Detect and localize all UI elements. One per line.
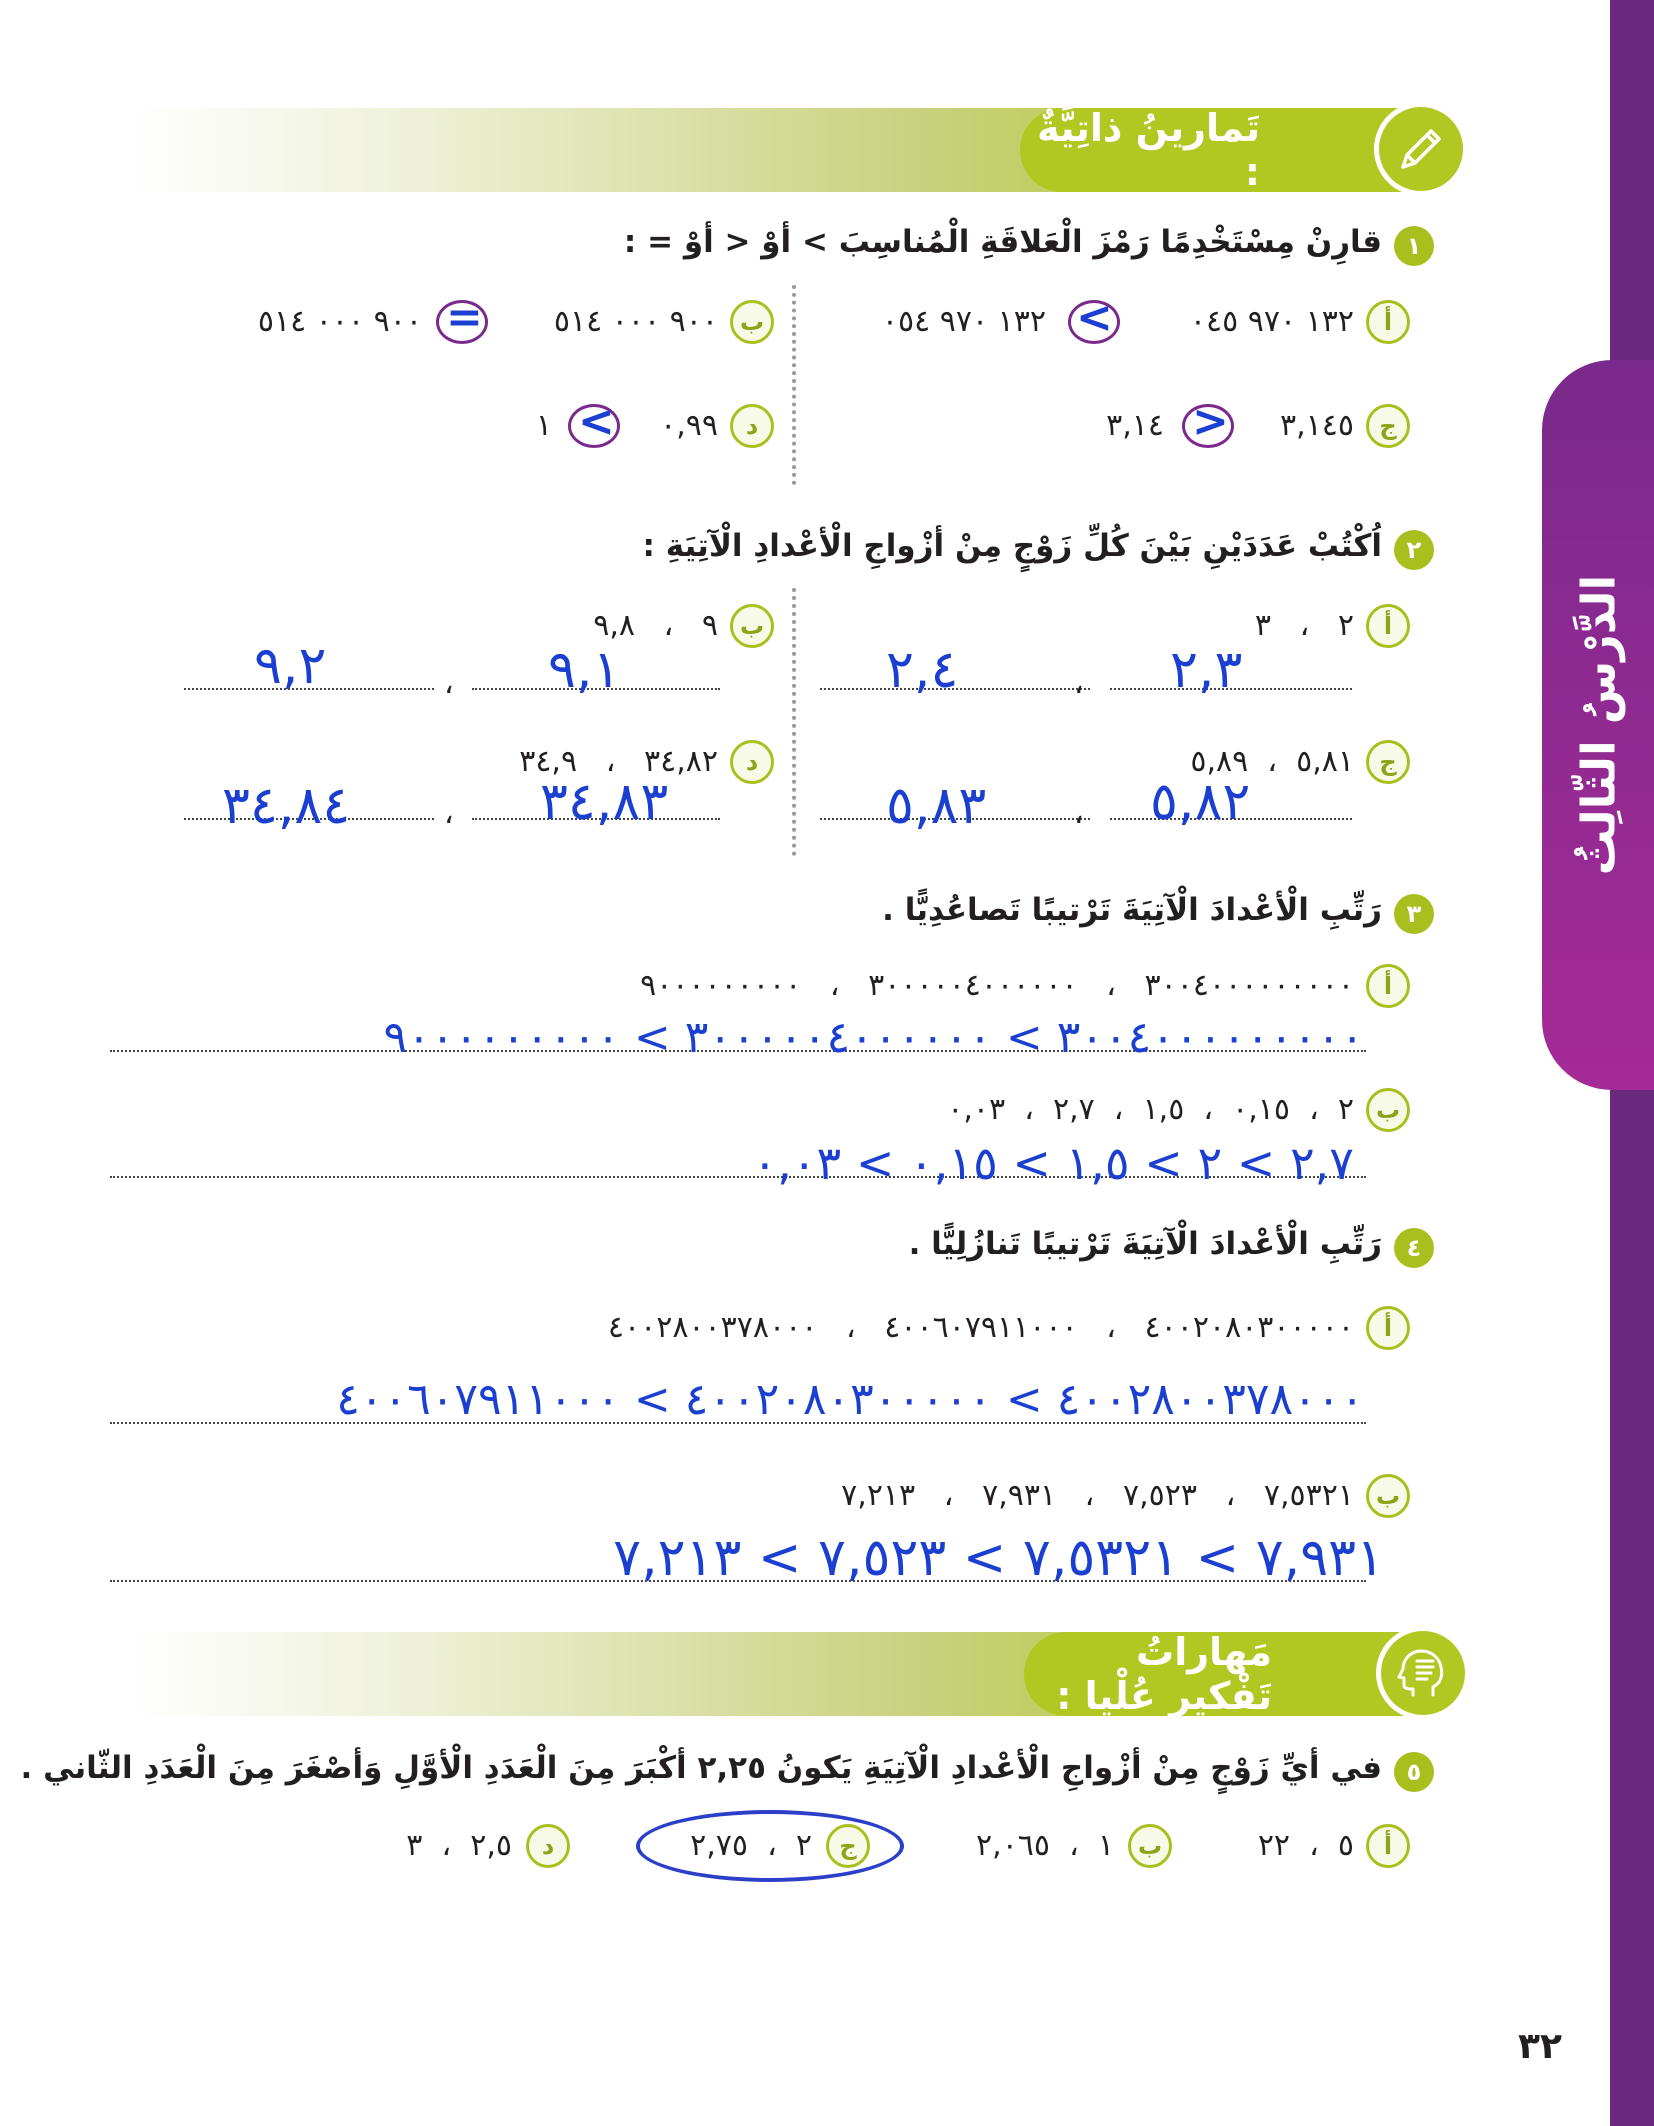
handwritten-answer: ٢,٤ bbox=[886, 640, 959, 700]
option-letter: أ bbox=[1366, 604, 1410, 648]
option-letter: ب bbox=[1128, 1824, 1172, 1868]
self-exercises-header bbox=[1020, 108, 1420, 192]
comma-separator: ، bbox=[444, 796, 454, 831]
answer-option: ٢,٥ ، ٣ bbox=[406, 1828, 512, 1863]
handwritten-answer: ٩,١ bbox=[548, 640, 621, 700]
handwritten-answer: ٩,٢ bbox=[254, 636, 327, 696]
answer-symbol: < bbox=[1076, 292, 1113, 343]
column-divider bbox=[792, 285, 796, 485]
question-number: ٣ bbox=[1394, 894, 1434, 934]
question-text: رَتِّبِ الْأعْدادَ الْآتِيَةَ تَرْتيبًا تَنازُلِيًّا . bbox=[908, 1226, 1382, 1262]
option-letter: أ bbox=[1366, 300, 1410, 344]
answer-symbol: > bbox=[1192, 396, 1229, 447]
option-letter: ب bbox=[1366, 1088, 1410, 1132]
question-number: ٤ bbox=[1394, 1228, 1434, 1268]
column-divider bbox=[792, 588, 796, 856]
handwritten-answer: ٣٤,٨٤ bbox=[222, 776, 351, 836]
option-letter: ب bbox=[730, 300, 774, 344]
option-letter: أ bbox=[1366, 964, 1410, 1008]
handwritten-answer: ٧,٩٣١ > ٧,٥٣٢١ > ٧,٥٢٣ > ٧,٢١٣ bbox=[613, 1528, 1384, 1588]
option-letter: ب bbox=[730, 604, 774, 648]
handwritten-answer: ٣٤,٨٣ bbox=[540, 772, 669, 832]
option-letter: أ bbox=[1366, 1306, 1410, 1350]
question-text: في أيِّ زَوْجٍ مِنْ أزْواجِ الْأعْدادِ الْآتِيَةِ يَكونُ ٢,٢٥ أكْبَرَ مِنَ الْعَدَدِ الْأوَّلِ وَأصْغَرَ مِنَ الْعَدَدِ الثّاني . bbox=[20, 1750, 1382, 1786]
compare-left-value: ٠,٩٩ bbox=[660, 408, 718, 443]
option-letter: ج bbox=[1366, 740, 1410, 784]
option-letter: د bbox=[526, 1824, 570, 1868]
compare-left-value: ١٣٢ ٩٧٠ ٠٤٥ bbox=[1189, 304, 1354, 339]
option-letter: ج bbox=[826, 1824, 870, 1868]
higher-thinking-header bbox=[1024, 1632, 1420, 1716]
handwritten-answer: ٥,٨٣ bbox=[886, 776, 987, 836]
number-pair: ٥,٨١ ، ٥,٨٩ bbox=[1190, 744, 1354, 779]
compare-left-value: ٩٠٠ ٠٠٠ ٥١٤ bbox=[553, 304, 718, 339]
number-pair: ٣٤,٨٢ ، ٣٤,٩ bbox=[519, 744, 718, 779]
number-list: ٣٠٠٤٠٠٠٠٠٠٠٠٠ ، ٣٠٠٠٠٠٤٠٠٠٠٠٠ ، ٩٠٠٠٠٠٠٠٠٠ bbox=[640, 968, 1354, 1003]
comma-separator: ، bbox=[1074, 666, 1084, 701]
question-text: قارِنْ مِسْتَخْدِمًا رَمْزَ الْعَلاقَةِ الْمُناسِبَ > أوْ < أوْ = : bbox=[623, 224, 1382, 260]
compare-right-value: ١٣٢ ٩٧٠ ٠٥٤ bbox=[881, 304, 1046, 339]
section-title: تَمارينُ ذاتِيَّةٌ : bbox=[1037, 106, 1260, 194]
option-letter: د bbox=[730, 740, 774, 784]
handwritten-answer: ٢,٧ > ٢ > ١,٥ > ٠,١٥ > ٠,٠٣ bbox=[752, 1136, 1354, 1190]
answer-symbol: < bbox=[578, 396, 615, 447]
question-text: اُكْتُبْ عَدَدَيْنِ بَيْنَ كُلِّ زَوْجٍ مِنْ أزْواجِ الْأعْدادِ الْآتِيَةِ : bbox=[642, 528, 1382, 564]
handwritten-answer: ٢,٣ bbox=[1170, 640, 1243, 700]
question-number: ٢ bbox=[1394, 530, 1434, 570]
option-letter: د bbox=[730, 404, 774, 448]
number-pair: ٢ ، ٣ bbox=[1254, 608, 1354, 643]
handwritten-answer: ٣٠٠٤٠٠٠٠٠٠٠٠٠ > ٣٠٠٠٠٠٤٠٠٠٠٠٠ > ٩٠٠٠٠٠٠٠٠٠ bbox=[383, 1012, 1364, 1063]
option-letter: ب bbox=[1366, 1474, 1410, 1518]
answer-option: ٥ ، ٢٢ bbox=[1257, 1828, 1354, 1863]
answer-symbol: = bbox=[446, 292, 483, 343]
section-title: مَهاراتُ تَفْكيرٍ عُلْيا : bbox=[1056, 1630, 1272, 1718]
head-thinking-icon bbox=[1376, 1626, 1470, 1720]
compare-right-value: ٣,١٤ bbox=[1106, 408, 1164, 443]
number-list: ٤٠٠٢٠٨٠٣٠٠٠٠٠ ، ٤٠٠٦٠٧٩١١٠٠٠ ، ٤٠٠٢٨٠٠٣٧٨٠٠٠ bbox=[607, 1310, 1354, 1345]
option-letter: ج bbox=[1366, 404, 1410, 448]
comma-separator: ، bbox=[444, 666, 454, 701]
question-text: رَتِّبِ الْأعْدادَ الْآتِيَةَ تَرْتيبًا تَصاعُدِيًّا . bbox=[882, 892, 1382, 928]
number-list: ٧,٥٣٢١ ، ٧,٥٢٣ ، ٧,٩٣١ ، ٧,٢١٣ bbox=[841, 1478, 1354, 1513]
question-number: ٥ bbox=[1394, 1752, 1434, 1792]
answer-option: ١ ، ٢,٠٦٥ bbox=[976, 1828, 1114, 1863]
handwritten-answer: ٥,٨٢ bbox=[1150, 772, 1251, 832]
option-letter: أ bbox=[1366, 1824, 1410, 1868]
handwritten-answer: ٤٠٠٢٨٠٠٣٧٨٠٠٠ > ٤٠٠٢٠٨٠٣٠٠٠٠٠ > ٤٠٠٦٠٧٩١١٠٠٠ bbox=[336, 1374, 1364, 1425]
number-list: ٢ ، ٠,١٥ ، ١,٥ ، ٢,٧ ، ٠,٠٣ bbox=[947, 1092, 1354, 1127]
comma-separator: ، bbox=[1074, 796, 1084, 831]
answer-option: ٢ ، ٢,٧٥ bbox=[690, 1828, 812, 1863]
lesson-tab-label bbox=[1542, 360, 1654, 1090]
compare-left-value: ٣,١٤٥ bbox=[1280, 408, 1354, 443]
question-number: ١ bbox=[1394, 226, 1434, 266]
compare-right-value: ١ bbox=[535, 408, 552, 443]
compare-right-value: ٩٠٠ ٠٠٠ ٥١٤ bbox=[257, 304, 422, 339]
lesson-title: الدَّرْسُ الثّالِثُ bbox=[1571, 574, 1626, 876]
pencil-icon bbox=[1374, 102, 1468, 196]
page-number: ٣٢ bbox=[1518, 2026, 1562, 2067]
number-pair: ٩ ، ٩,٨ bbox=[593, 608, 718, 643]
